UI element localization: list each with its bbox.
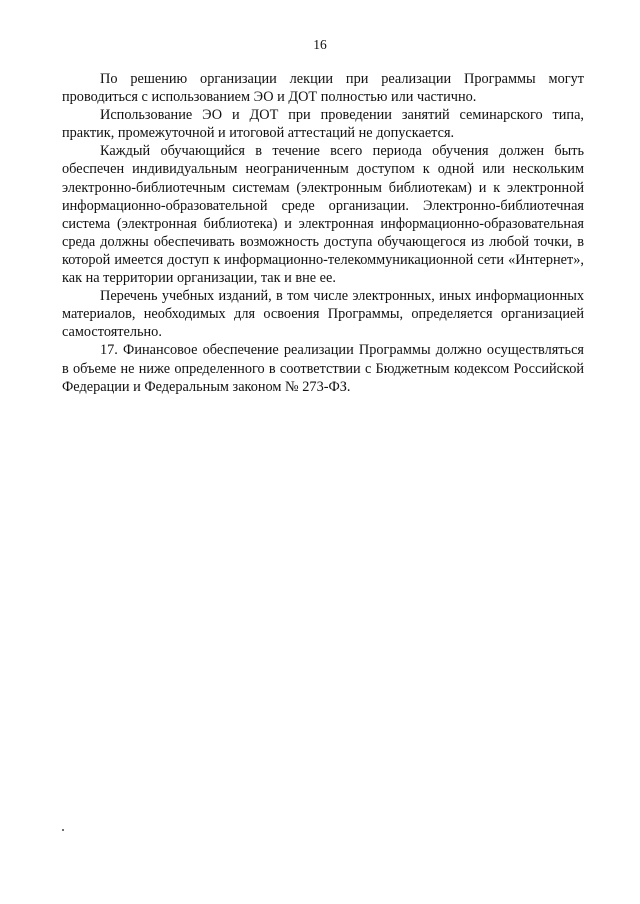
paragraph-library-access: Каждый обучающийся в течение всего периода обучения должен быть обеспечен индивидуальным неограниченным доступом к одной или нескольким электронно-библиотечным системам (электронным библиотекам) и к электронной информационно-образовательной среде организации. Электронно-библиотечная система (электронная библиотека) и электронная информационно-образовательная среда должны обеспечивать возможность доступа обучающегося из любой точки, в которой имеется доступ к информационно-телекоммуникационной сети «Интернет», как на территории организации, так и вне ее. [62,143,584,287]
page-number: 16 [313,37,327,52]
scan-speck [62,829,64,831]
paragraph-financial-support: 17. Финансовое обеспечение реализации Программы должно осуществляться в объеме не ниже определенного в соответствии с Бюджетным кодексом Российской Федерации и Федеральным законом № 273-ФЗ. [62,342,584,395]
paragraph-lectures-eo-dot: По решению организации лекции при реализации Программы могут проводиться с использованием ЭО и ДОТ полностью или частично. [62,71,584,106]
paragraph-educational-materials: Перечень учебных изданий, в том числе электронных, иных информационных материалов, необходимых для освоения Программы, определяется организацией самостоятельно. [62,288,584,341]
paragraph-eo-dot-restrictions: Использование ЭО и ДОТ при проведении занятий семинарского типа, практик, промежуточной и итоговой аттестаций не допускается. [62,107,584,142]
document-body [62,70,584,396]
